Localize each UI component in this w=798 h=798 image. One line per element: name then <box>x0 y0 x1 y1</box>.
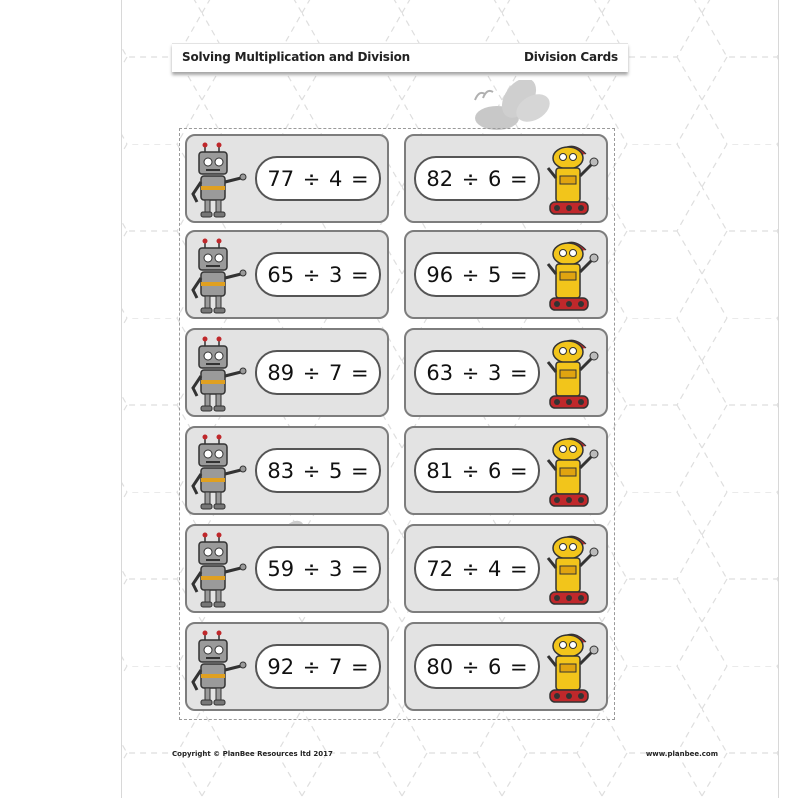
division-card <box>185 622 389 711</box>
page-subtitle: Division Cards <box>524 50 618 64</box>
division-problem: 96 ÷ 5 = <box>414 252 540 297</box>
grey-robot-icon <box>189 336 251 414</box>
division-problem: 83 ÷ 5 = <box>255 448 381 493</box>
grey-robot-icon <box>189 630 251 708</box>
yellow-robot-icon <box>546 430 606 512</box>
division-card <box>404 426 608 515</box>
yellow-robot-icon <box>546 138 606 220</box>
division-card <box>404 230 608 319</box>
division-card <box>185 426 389 515</box>
division-card <box>185 134 389 223</box>
division-card <box>185 230 389 319</box>
division-problem: 77 ÷ 4 = <box>255 156 381 201</box>
division-problem: 92 ÷ 7 = <box>255 644 381 689</box>
grey-robot-icon <box>189 238 251 316</box>
yellow-robot-icon <box>546 626 606 708</box>
division-problem: 80 ÷ 6 = <box>414 644 540 689</box>
division-card <box>185 524 389 613</box>
copyright-notice: Copyright © PlanBee Resources ltd 2017 <box>172 750 333 758</box>
grey-robot-icon <box>189 434 251 512</box>
division-problem: 72 ÷ 4 = <box>414 546 540 591</box>
division-problem: 63 ÷ 3 = <box>414 350 540 395</box>
yellow-robot-icon <box>546 528 606 610</box>
division-problem: 59 ÷ 3 = <box>255 546 381 591</box>
worksheet-page <box>121 0 779 798</box>
grey-robot-icon <box>189 142 251 220</box>
division-card <box>404 134 608 223</box>
division-card <box>404 328 608 417</box>
division-card <box>185 328 389 417</box>
division-problem: 89 ÷ 7 = <box>255 350 381 395</box>
yellow-robot-icon <box>546 234 606 316</box>
division-card <box>404 622 608 711</box>
page-title: Solving Multiplication and Division <box>182 50 410 64</box>
website-url: www.planbee.com <box>645 750 718 758</box>
division-problem: 82 ÷ 6 = <box>414 156 540 201</box>
division-card <box>404 524 608 613</box>
division-problem: 65 ÷ 3 = <box>255 252 381 297</box>
grey-robot-icon <box>189 532 251 610</box>
yellow-robot-icon <box>546 332 606 414</box>
header-bar <box>172 43 628 72</box>
division-problem: 81 ÷ 6 = <box>414 448 540 493</box>
